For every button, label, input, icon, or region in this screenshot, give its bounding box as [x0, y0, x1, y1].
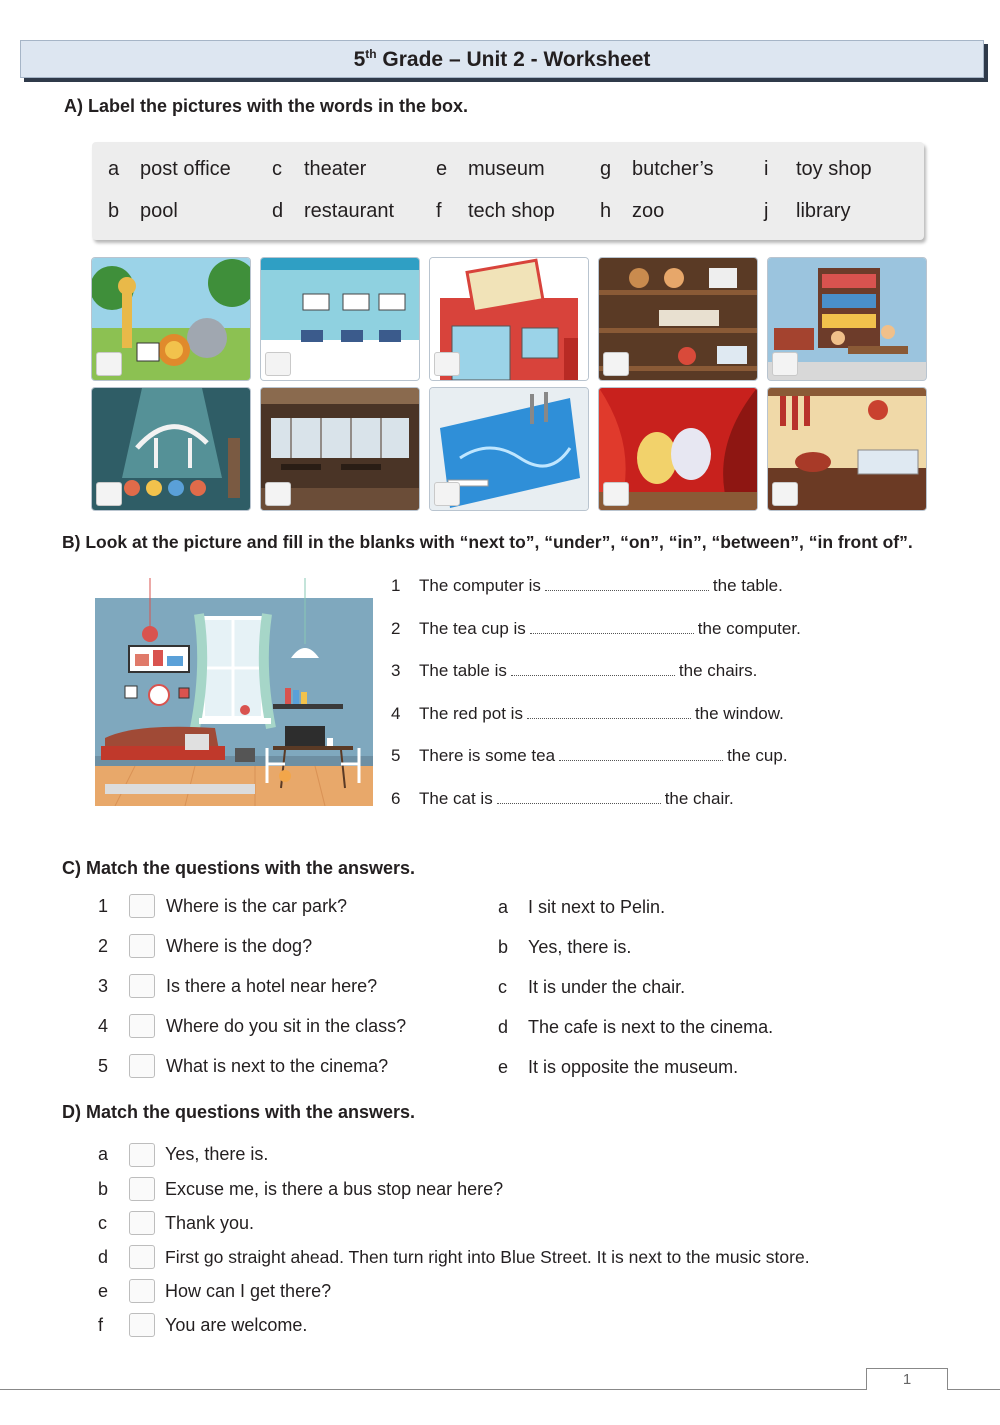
word-item: toy shop: [796, 158, 872, 180]
question-number: 5: [98, 1056, 109, 1076]
restaurant-picture: [260, 387, 420, 511]
sentence-number: 2: [391, 619, 401, 638]
order-checkbox[interactable]: [129, 1279, 155, 1303]
answer-text: The cafe is next to the cinema.: [528, 1017, 774, 1037]
page-number-tab: [866, 1368, 948, 1390]
sentence-start: The cat is: [419, 789, 493, 808]
theater-picture: [598, 387, 758, 511]
word-letter: d: [272, 200, 284, 222]
section-a-heading: A) Label the pictures with the words in the box.: [64, 96, 469, 116]
blank-field[interactable]: [530, 621, 694, 634]
item-letter: e: [98, 1281, 109, 1301]
word-item: theater: [304, 158, 367, 180]
question-text: Where do you sit in the class?: [166, 1016, 407, 1036]
answer-letter: d: [498, 1017, 509, 1037]
sentence-number: 4: [391, 704, 401, 723]
word-item: post office: [140, 158, 231, 180]
answer-text: I sit next to Pelin.: [528, 897, 666, 917]
sentence-number: 5: [391, 746, 401, 765]
answer-checkbox[interactable]: [129, 934, 155, 958]
order-checkbox[interactable]: [129, 1177, 155, 1201]
sentence: [419, 789, 734, 809]
museum-picture: [91, 387, 251, 511]
question-number: 4: [98, 1016, 109, 1036]
answer-box[interactable]: [603, 482, 629, 506]
question-number: 1: [98, 896, 109, 916]
sentence-start: The table is: [419, 661, 507, 680]
answer-box[interactable]: [96, 482, 122, 506]
answer-box[interactable]: [434, 352, 460, 376]
question-number: 3: [98, 976, 109, 996]
sentence: [419, 661, 757, 681]
order-checkbox[interactable]: [129, 1313, 155, 1337]
answer-checkbox[interactable]: [129, 1014, 155, 1038]
page-number: 1: [902, 1371, 912, 1388]
word-item: tech shop: [468, 200, 555, 222]
word-letter: j: [764, 200, 769, 222]
dialogue-text: Thank you.: [165, 1213, 255, 1233]
post-office-picture: [429, 257, 589, 381]
word-letter: e: [436, 158, 448, 180]
sentence-start: The tea cup is: [419, 619, 526, 638]
item-letter: d: [98, 1247, 109, 1267]
section-d-heading: D) Match the questions with the answers.: [62, 1102, 416, 1122]
zoo-picture: [91, 257, 251, 381]
word-item: library: [796, 200, 851, 222]
sentence: [419, 619, 801, 639]
sentence: [419, 746, 788, 766]
section-c-heading: C) Match the questions with the answers.: [62, 858, 416, 878]
answer-box[interactable]: [265, 482, 291, 506]
item-letter: b: [98, 1179, 109, 1199]
sentence-end: the chairs.: [678, 661, 758, 680]
answer-text: It is under the chair.: [528, 977, 686, 997]
answer-box[interactable]: [772, 482, 798, 506]
order-checkbox[interactable]: [129, 1245, 155, 1269]
question-text: Is there a hotel near here?: [166, 976, 378, 996]
pool-picture: [429, 387, 589, 511]
dialogue-text: Yes, there is.: [165, 1144, 269, 1164]
sentence-end: the table.: [712, 576, 783, 595]
question-text: Where is the car park?: [166, 896, 348, 916]
word-item: museum: [468, 158, 545, 180]
sentence-start: There is some tea: [419, 746, 556, 765]
library-picture: [767, 257, 927, 381]
blank-field[interactable]: [559, 748, 723, 761]
answer-box[interactable]: [265, 352, 291, 376]
sentence-end: the computer.: [697, 619, 801, 638]
answer-letter: e: [498, 1057, 509, 1077]
sentence: [419, 704, 784, 724]
dialogue-text: First go straight ahead. Then turn right into Blue Street. It is next to the music store.: [165, 1247, 810, 1267]
item-letter: c: [98, 1213, 107, 1233]
answer-text: It is opposite the museum.: [528, 1057, 739, 1077]
word-item: pool: [140, 200, 178, 222]
question-text: What is next to the cinema?: [166, 1056, 389, 1076]
room-picture: [95, 578, 373, 806]
footer-rule: [0, 1389, 1000, 1390]
word-item: restaurant: [304, 200, 395, 222]
sentence-number: 3: [391, 661, 401, 680]
sentence-number: 1: [391, 576, 401, 595]
sentence-end: the chair.: [664, 789, 734, 808]
butchers-picture: [767, 387, 927, 511]
sentence-end: the cup.: [727, 746, 788, 765]
answer-checkbox[interactable]: [129, 1054, 155, 1078]
answer-box[interactable]: [96, 352, 122, 376]
word-letter: f: [436, 200, 442, 222]
sentence-start: The computer is: [419, 576, 541, 595]
toy-shop-picture: [598, 257, 758, 381]
tech-shop-picture: [260, 257, 420, 381]
word-letter: a: [108, 158, 120, 180]
answer-box[interactable]: [772, 352, 798, 376]
blank-field[interactable]: [527, 706, 691, 719]
answer-checkbox[interactable]: [129, 974, 155, 998]
answer-letter: c: [498, 977, 507, 997]
dialogue-text: You are welcome.: [165, 1315, 308, 1335]
word-letter: i: [764, 158, 769, 180]
word-letter: c: [272, 158, 282, 180]
word-item: butcher’s: [632, 158, 714, 180]
order-checkbox[interactable]: [129, 1143, 155, 1167]
answer-box[interactable]: [603, 352, 629, 376]
page-title: 5th Grade – Unit 2 - Worksheet: [353, 47, 651, 71]
section-b-heading: B) Look at the picture and fill in the blanks with “next to”, “under”, “on”, “in”, “between”, “in front of”.: [62, 532, 913, 552]
sentence-start: The red pot is: [419, 704, 523, 723]
answer-letter: a: [498, 897, 509, 917]
dialogue-text: How can I get there?: [165, 1281, 332, 1301]
question-number: 2: [98, 936, 109, 956]
word-letter: g: [600, 158, 612, 180]
answer-checkbox[interactable]: [129, 894, 155, 918]
item-letter: f: [98, 1315, 104, 1335]
dialogue-text: Excuse me, is there a bus stop near here?: [165, 1179, 504, 1199]
sentence-number: 6: [391, 789, 401, 808]
answer-box[interactable]: [434, 482, 460, 506]
word-letter: h: [600, 200, 612, 222]
blank-field[interactable]: [545, 578, 709, 591]
blank-field[interactable]: [511, 663, 675, 676]
item-letter: a: [98, 1144, 109, 1164]
answer-letter: b: [498, 937, 509, 957]
question-text: Where is the dog?: [166, 936, 313, 956]
title-bar: [20, 40, 984, 78]
sentence-end: the window.: [694, 704, 784, 723]
answer-text: Yes, there is.: [528, 937, 632, 957]
word-item: zoo: [632, 200, 665, 222]
word-box: [92, 142, 924, 240]
sentence: [419, 576, 783, 596]
word-letter: b: [108, 200, 120, 222]
blank-field[interactable]: [497, 791, 661, 804]
order-checkbox[interactable]: [129, 1211, 155, 1235]
